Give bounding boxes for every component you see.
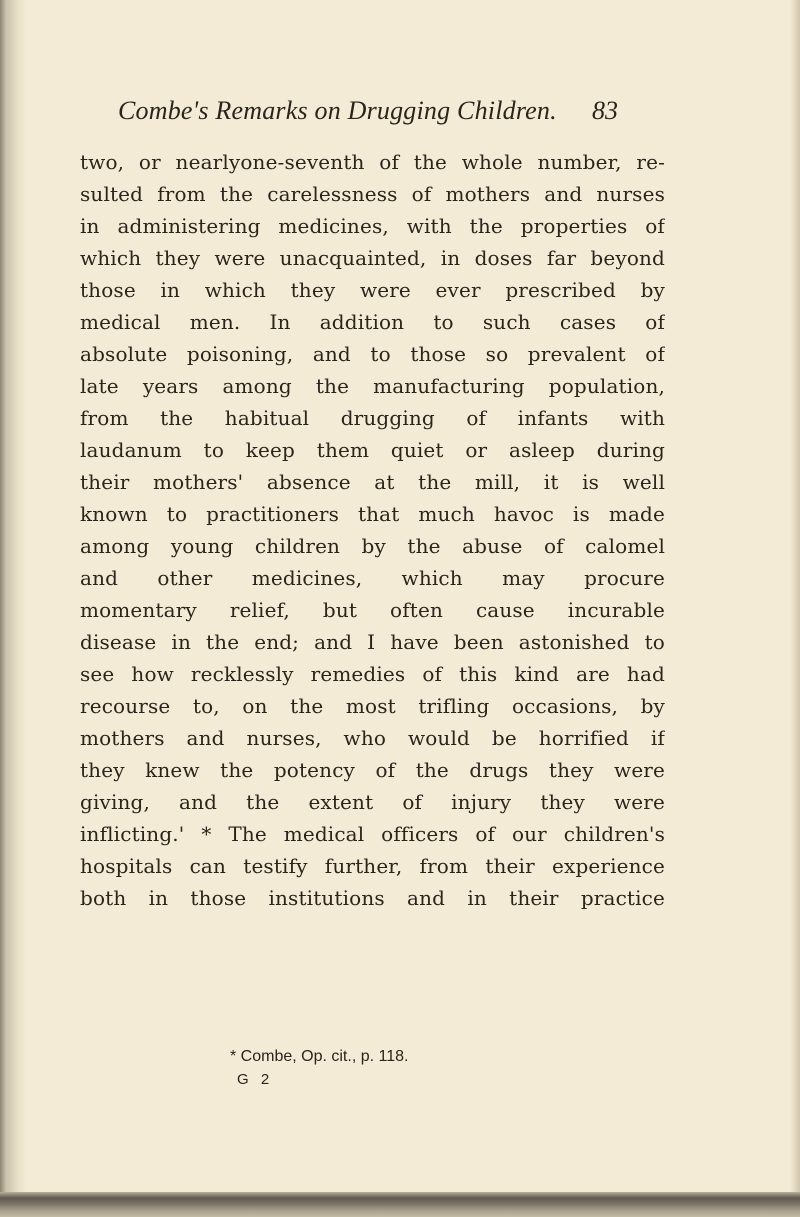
- binding-shadow: [0, 0, 26, 1217]
- text-line: hospitals can testify further, from their experience: [80, 854, 665, 878]
- signature-mark: G 2: [237, 1071, 274, 1088]
- text-line: disease in the end; and I have been astonished to: [80, 630, 665, 654]
- body-text: [80, 146, 665, 914]
- text-line: in administering medicines, with the properties of: [80, 214, 665, 238]
- text-line: inflicting.' * The medical officers of our children's: [80, 822, 665, 846]
- text-line: among young children by the abuse of calomel: [80, 534, 665, 558]
- page-number: 83: [592, 96, 618, 125]
- text-line: recourse to, on the most trifling occasions, by: [80, 694, 665, 718]
- text-line: laudanum to keep them quiet or asleep during: [80, 438, 665, 462]
- text-line: late years among the manufacturing population,: [80, 374, 665, 398]
- text-line: from the habitual drugging of infants with: [80, 406, 665, 430]
- text-line: momentary relief, but often cause incurable: [80, 598, 665, 622]
- text-line: sulted from the carelessness of mothers and nurses: [80, 182, 665, 206]
- footnote: * Combe, Op. cit., p. 118.: [230, 1048, 409, 1065]
- text-line: two, or nearlyone-seventh of the whole number, re-: [80, 150, 665, 174]
- text-line: mothers and nurses, who would be horrified if: [80, 726, 665, 750]
- page-header: [118, 96, 638, 140]
- text-line: which they were unacquainted, in doses far beyond: [80, 246, 665, 270]
- text-line: and other medicines, which may procure: [80, 566, 665, 590]
- running-title: Combe's Remarks on Drugging Children.: [118, 96, 557, 125]
- page-edge: [790, 0, 800, 1217]
- text-line: medical men. In addition to such cases of: [80, 310, 665, 334]
- text-line: giving, and the extent of injury they were: [80, 790, 665, 814]
- text-line: those in which they were ever prescribed by: [80, 278, 665, 302]
- text-line: they knew the potency of the drugs they were: [80, 758, 665, 782]
- text-line: known to practitioners that much havoc is made: [80, 502, 665, 526]
- text-line: absolute poisoning, and to those so prevalent of: [80, 342, 665, 366]
- page-bottom-edge: [0, 1192, 800, 1217]
- text-line: see how recklessly remedies of this kind are had: [80, 662, 665, 686]
- text-line: their mothers' absence at the mill, it is well: [80, 470, 665, 494]
- text-line: both in those institutions and in their practice: [80, 886, 665, 910]
